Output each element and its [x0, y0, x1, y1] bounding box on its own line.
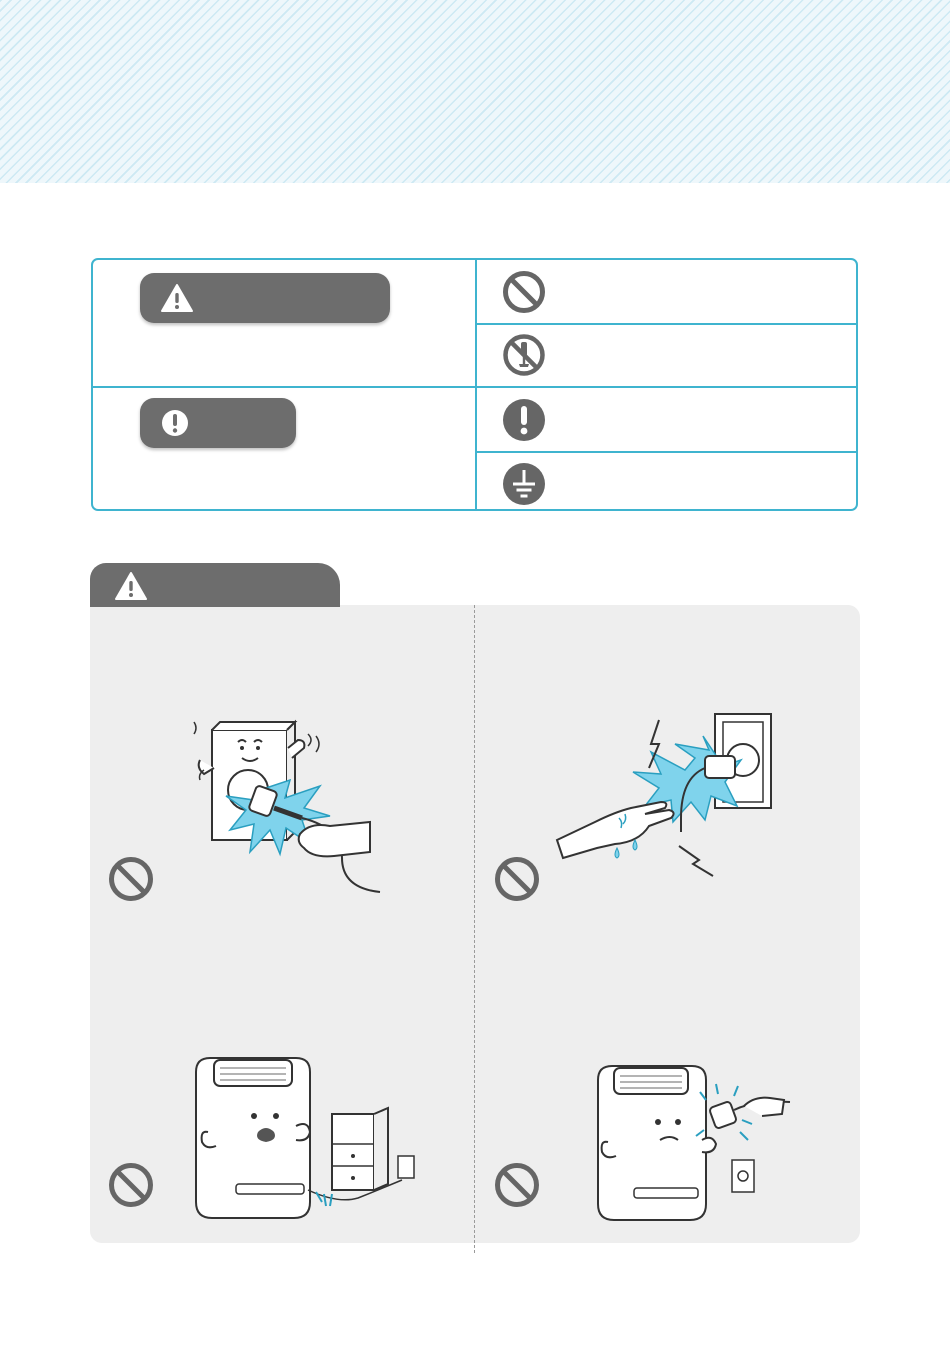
damaged-plug-illustration: [594, 1060, 799, 1230]
prohibited-icon: [108, 1162, 154, 1208]
panel-column-divider: [474, 605, 475, 1253]
mandatory-icon: [502, 398, 546, 442]
wet-hand-plug-illustration: [555, 710, 780, 890]
legend-subrow-divider: [477, 451, 856, 453]
warning-triangle-icon: [160, 283, 194, 313]
legend-column-divider: [475, 260, 477, 509]
ground-icon: [502, 462, 546, 506]
plug-pulled-by-cord-illustration: [190, 712, 385, 897]
prohibited-icon: [494, 856, 540, 902]
shared-outlet-appliance-illustration: [188, 1052, 418, 1227]
exclamation-icon: [160, 408, 190, 438]
prohibited-icon: [502, 270, 546, 314]
caution-badge: [140, 398, 296, 448]
legend-row-divider: [93, 386, 856, 388]
warning-triangle-icon: [114, 571, 148, 601]
warning-section-tab: [90, 563, 340, 607]
do-not-disassemble-icon: [502, 333, 546, 377]
header-pattern-band: [0, 0, 950, 183]
legend-subrow-divider: [477, 323, 856, 325]
prohibited-icon: [108, 856, 154, 902]
symbol-legend-table: [91, 258, 858, 511]
prohibited-icon: [494, 1162, 540, 1208]
warning-badge: [140, 273, 390, 323]
